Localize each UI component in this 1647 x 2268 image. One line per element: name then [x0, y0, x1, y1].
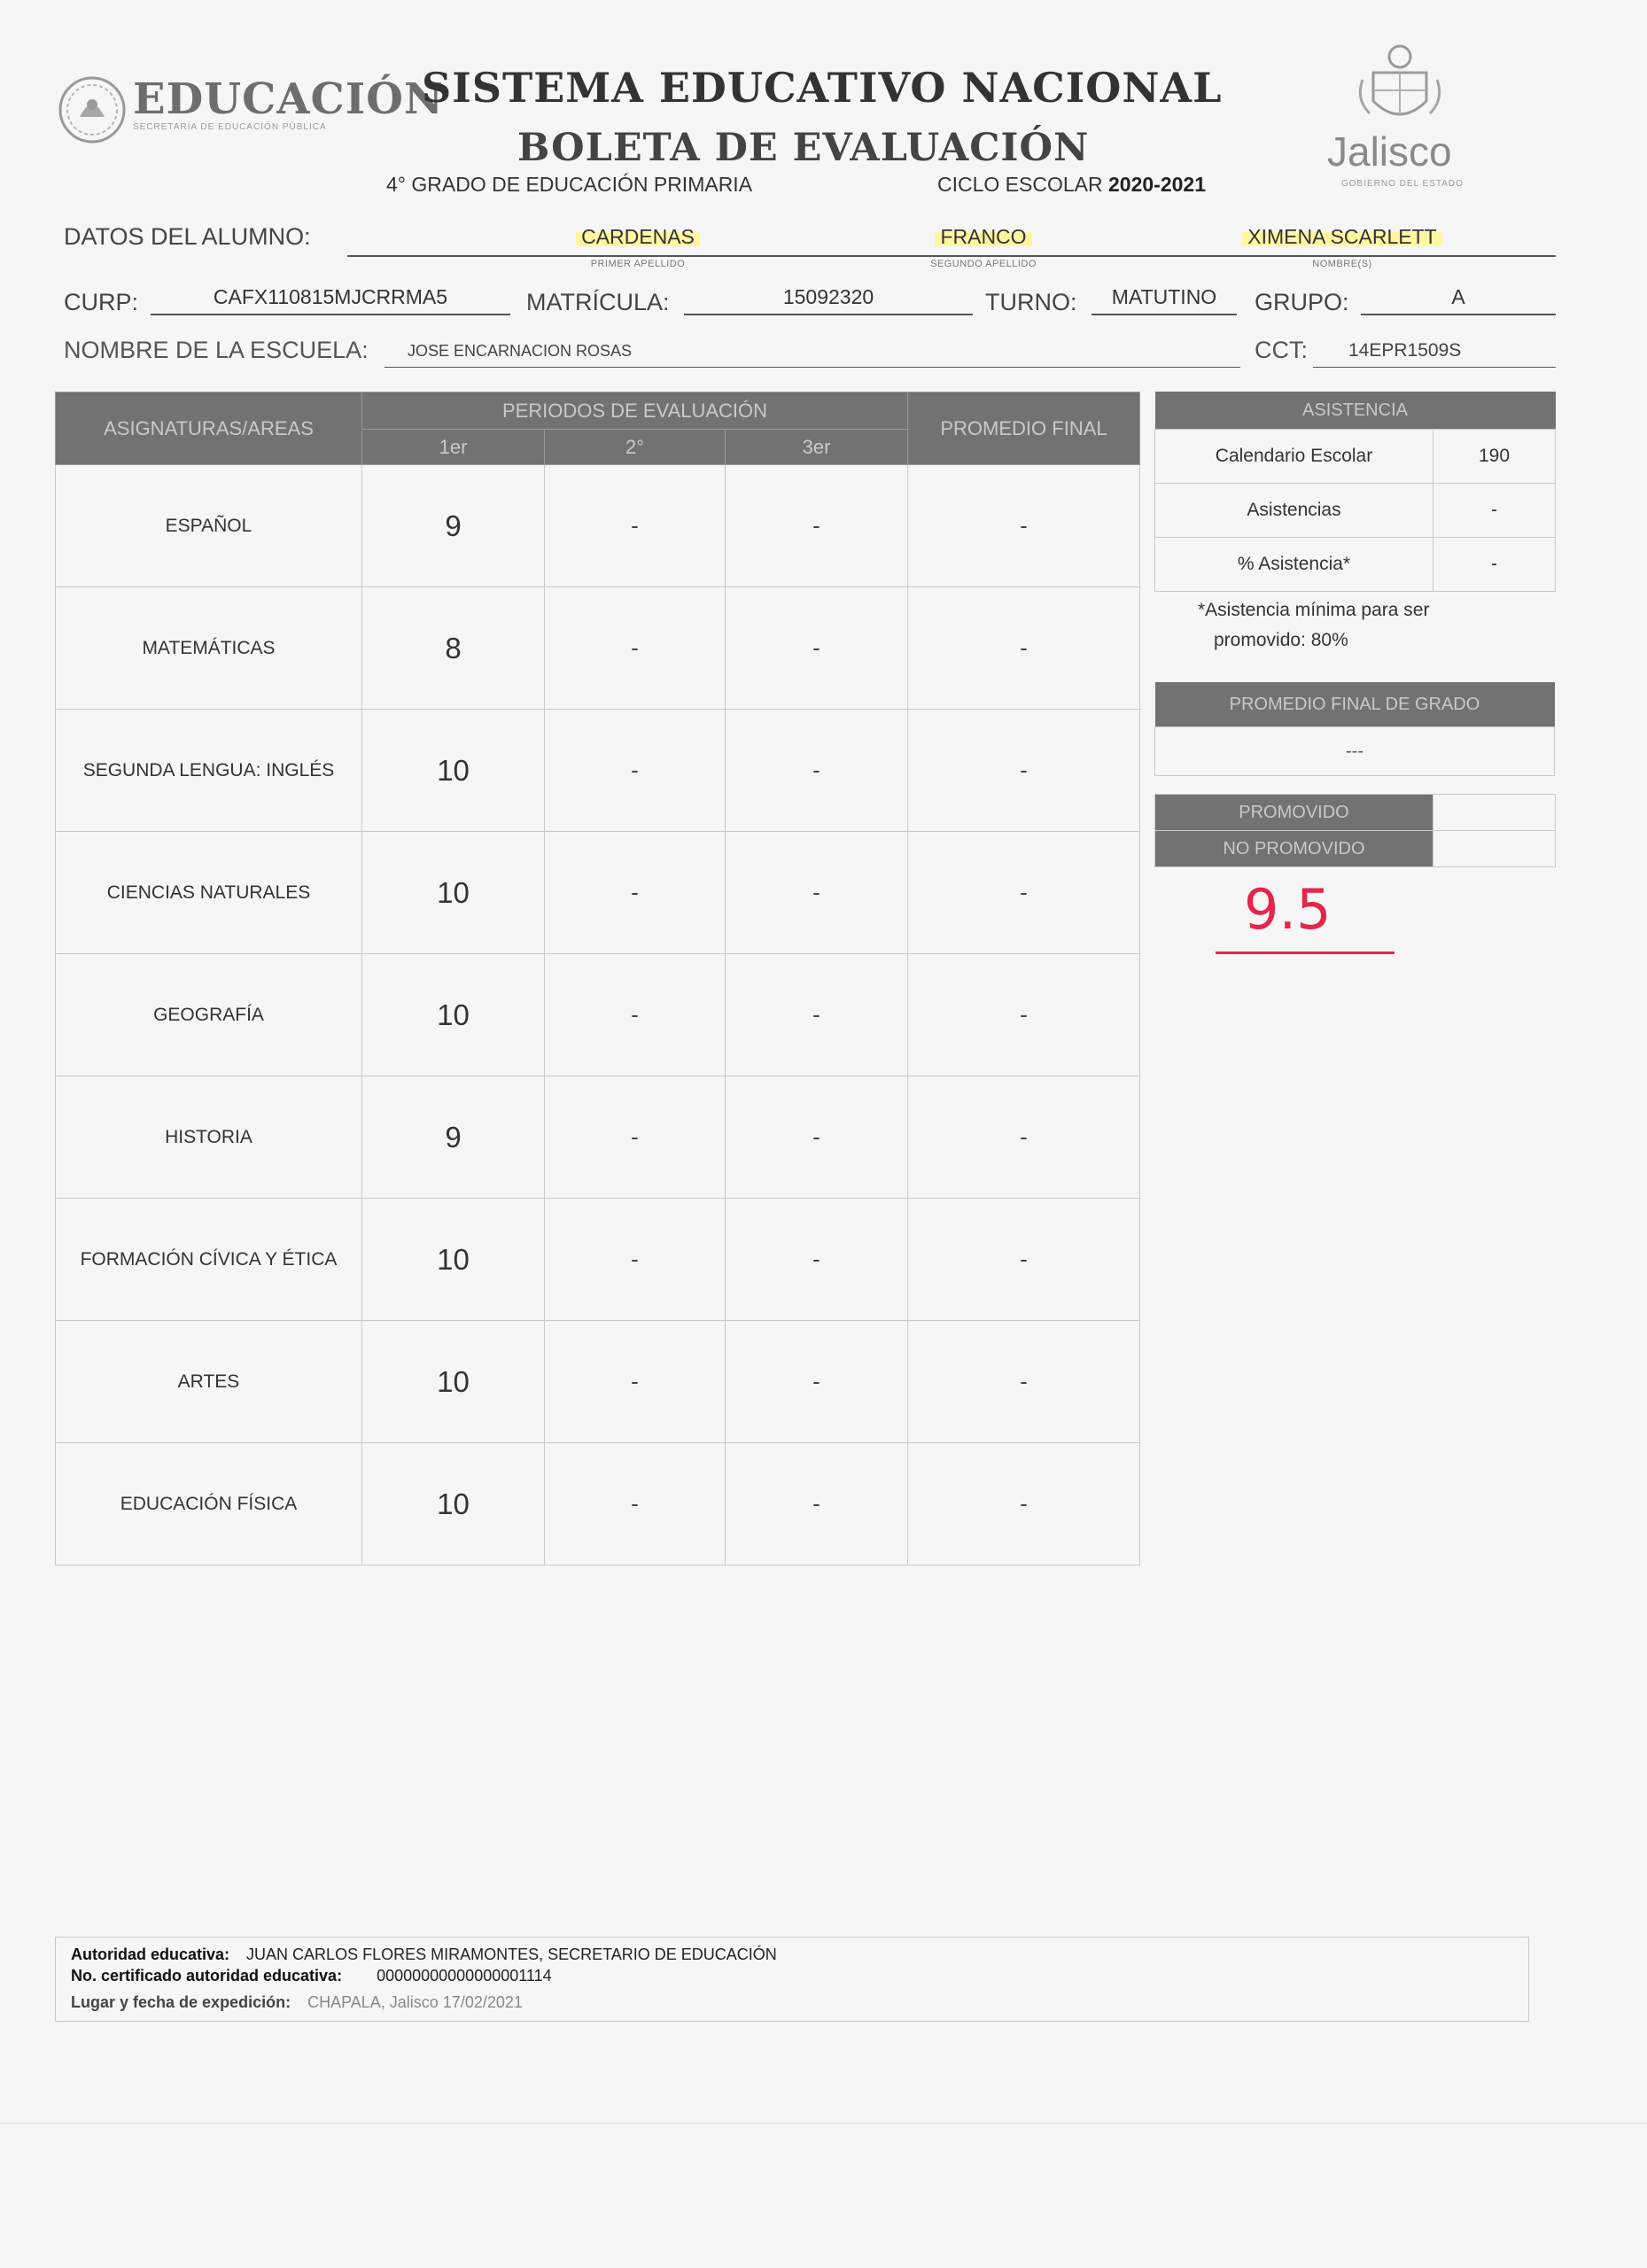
grupo-label: GRUPO: — [1255, 289, 1349, 315]
grade-period-2: - — [545, 465, 726, 587]
grade-period-3: - — [726, 465, 908, 587]
matricula-label: MATRÍCULA: — [526, 289, 670, 315]
grade-period-1: 9 — [362, 1076, 545, 1199]
logo-subtitle: SECRETARÍA DE EDUCACIÓN PÚBLICA — [133, 122, 327, 132]
school-line — [385, 367, 1240, 368]
subject-name: EDUCACIÓN FÍSICA — [56, 1443, 362, 1565]
document-subtitle: BOLETA DE EVALUACIÓN — [517, 126, 1090, 170]
attendances-value: - — [1433, 484, 1556, 538]
certificate-label: No. certificado autoridad educativa: — [71, 1967, 343, 1984]
promoted-box — [1433, 795, 1556, 831]
jalisco-emblem — [1354, 37, 1446, 135]
final-average-value: --- — [1155, 727, 1555, 776]
calendar-label: Calendario Escolar — [1155, 430, 1433, 484]
school-value: JOSE ENCARNACION ROSAS — [408, 342, 633, 360]
place-label: Lugar y fecha de expedición: — [71, 1993, 291, 2011]
promotion-table — [1154, 794, 1556, 867]
subject-name: HISTORIA — [56, 1076, 362, 1199]
school-label: NOMBRE DE LA ESCUELA: — [64, 337, 369, 363]
not-promoted-box — [1433, 831, 1556, 867]
subject-name: ESPAÑOL — [56, 465, 362, 587]
turno-value: MATUTINO — [1111, 285, 1217, 308]
handwritten-underline — [1216, 951, 1395, 954]
cct-label: CCT: — [1255, 337, 1308, 363]
final-average-table — [1154, 682, 1555, 776]
cct-line — [1313, 367, 1556, 368]
curp-value: CAFX110815MJCRRMA5 — [213, 285, 448, 308]
first-surname-caption: PRIMER APELLIDO — [590, 259, 686, 269]
grade-period-1: 10 — [362, 1321, 545, 1443]
student-data-label: DATOS DEL ALUMNO: — [64, 223, 311, 250]
student-data-line — [347, 255, 1556, 257]
curp-label: CURP: — [64, 289, 139, 315]
turno-line — [1092, 314, 1237, 315]
matricula-value: 15092320 — [782, 285, 874, 308]
attendance-title: ASISTENCIA — [1155, 392, 1556, 430]
grade-row — [56, 1321, 1140, 1443]
authority-label: Autoridad educativa: — [71, 1946, 230, 1963]
grade-period-2: - — [545, 1076, 726, 1199]
first-surname: CARDENAS — [496, 225, 780, 249]
grade-period-1: 8 — [362, 587, 545, 710]
attendances-label: Asistencias — [1155, 484, 1433, 538]
grade-row — [56, 710, 1140, 832]
attendance-note-line2: promovido: 80% — [1214, 630, 1348, 650]
grade-final: - — [908, 465, 1140, 587]
grade-final: - — [908, 1443, 1140, 1565]
grade-final: - — [908, 1321, 1140, 1443]
grade-period-3: - — [726, 1321, 908, 1443]
grade-row — [56, 1076, 1140, 1199]
state-subtitle: GOBIERNO DEL ESTADO — [1341, 179, 1464, 189]
grade-period-2: - — [545, 832, 726, 954]
logo-text: EDUCACIÓN — [133, 74, 444, 124]
place-value: CHAPALA, Jalisco 17/02/2021 — [307, 1993, 523, 2011]
grade-period-3: - — [726, 587, 908, 710]
grade-period-1: 10 — [362, 710, 545, 832]
grade-period-2: - — [545, 710, 726, 832]
calendar-value: 190 — [1433, 430, 1556, 484]
certificate-value: 00000000000000001114 — [377, 1967, 552, 1984]
subject-name: ARTES — [56, 1321, 362, 1443]
student-names: XIMENA SCARLETT — [1187, 225, 1497, 249]
attendance-table — [1154, 392, 1556, 592]
grade-period-3: - — [726, 832, 908, 954]
header-subjects: ASIGNATURAS/AREAS — [56, 392, 362, 465]
grade-period-2: - — [545, 1199, 726, 1321]
grade-period-3: - — [726, 1443, 908, 1565]
certificate-line — [71, 1967, 552, 1985]
subject-name: GEOGRAFÍA — [56, 954, 362, 1076]
document-title: SISTEMA EDUCATIVO NACIONAL — [422, 64, 1223, 112]
second-surname: FRANCO — [842, 225, 1125, 249]
handwritten-average: 9.5 — [1244, 877, 1332, 942]
state-name: Jalisco — [1327, 128, 1452, 175]
header-final: PROMEDIO FINAL — [908, 392, 1140, 465]
subject-name: FORMACIÓN CÍVICA Y ÉTICA — [56, 1199, 362, 1321]
grade-period-2: - — [545, 587, 726, 710]
authority-value: JUAN CARLOS FLORES MIRAMONTES, SECRETARIO DE EDUCACIÓN — [246, 1946, 777, 1963]
grade-period-3: - — [726, 954, 908, 1076]
header-period-3: 3er — [726, 430, 908, 465]
grade-period-1: 10 — [362, 1443, 545, 1565]
curp-line — [151, 314, 510, 315]
subject-name: SEGUNDA LENGUA: INGLÉS — [56, 710, 362, 832]
header-periods: PERIODOS DE EVALUACIÓN — [362, 392, 908, 430]
not-promoted-label: NO PROMOVIDO — [1155, 831, 1433, 867]
student-names-caption: NOMBRE(S) — [1312, 259, 1372, 269]
cct-value: 14EPR1509S — [1348, 340, 1462, 361]
grade-text: 4° GRADO DE EDUCACIÓN PRIMARIA — [386, 173, 753, 196]
grade-period-3: - — [726, 1199, 908, 1321]
grade-row — [56, 465, 1140, 587]
school-cycle-label: CICLO ESCOLAR — [937, 173, 1103, 196]
matricula-line — [684, 314, 973, 315]
school-cycle — [937, 173, 1206, 197]
grade-final: - — [908, 832, 1140, 954]
grade-period-3: - — [726, 1076, 908, 1199]
grade-row — [56, 832, 1140, 954]
grade-row — [56, 1443, 1140, 1565]
turno-label: TURNO: — [985, 289, 1077, 315]
promoted-label: PROMOVIDO — [1155, 795, 1433, 831]
grade-row — [56, 1199, 1140, 1321]
attendance-note-line1: *Asistencia mínima para ser — [1198, 600, 1430, 620]
header-period-2: 2° — [545, 430, 726, 465]
grupo-value: A — [1451, 285, 1465, 308]
grades-table — [55, 392, 1140, 1565]
second-surname-caption: SEGUNDO APELLIDO — [930, 259, 1037, 269]
grade-period-1: 10 — [362, 1199, 545, 1321]
grade-row — [56, 587, 1140, 710]
subject-name: CIENCIAS NATURALES — [56, 832, 362, 954]
grade-period-2: - — [545, 1321, 726, 1443]
grade-period-1: 9 — [362, 465, 545, 587]
grupo-line — [1361, 314, 1556, 315]
grade-period-2: - — [545, 1443, 726, 1565]
grade-final: - — [908, 710, 1140, 832]
grade-final: - — [908, 587, 1140, 710]
grade-row — [56, 954, 1140, 1076]
attendance-note — [1198, 595, 1429, 656]
place-line — [71, 1993, 523, 2012]
grade-final: - — [908, 1076, 1140, 1199]
grade-final: - — [908, 954, 1140, 1076]
percent-value: - — [1433, 538, 1556, 592]
grade-final: - — [908, 1199, 1140, 1321]
school-cycle-value: 2020-2021 — [1108, 173, 1206, 196]
grade-period-1: 10 — [362, 954, 545, 1076]
final-average-title: PROMEDIO FINAL DE GRADO — [1155, 682, 1555, 727]
grade-period-1: 10 — [362, 832, 545, 954]
page-divider — [0, 2123, 1647, 2124]
authority-line — [71, 1946, 777, 1964]
subject-name: MATEMÁTICAS — [56, 587, 362, 710]
sep-seal-logo — [57, 74, 128, 145]
grade-period-3: - — [726, 710, 908, 832]
grade-period-2: - — [545, 954, 726, 1076]
percent-label: % Asistencia* — [1155, 538, 1433, 592]
header-period-1: 1er — [362, 430, 545, 465]
